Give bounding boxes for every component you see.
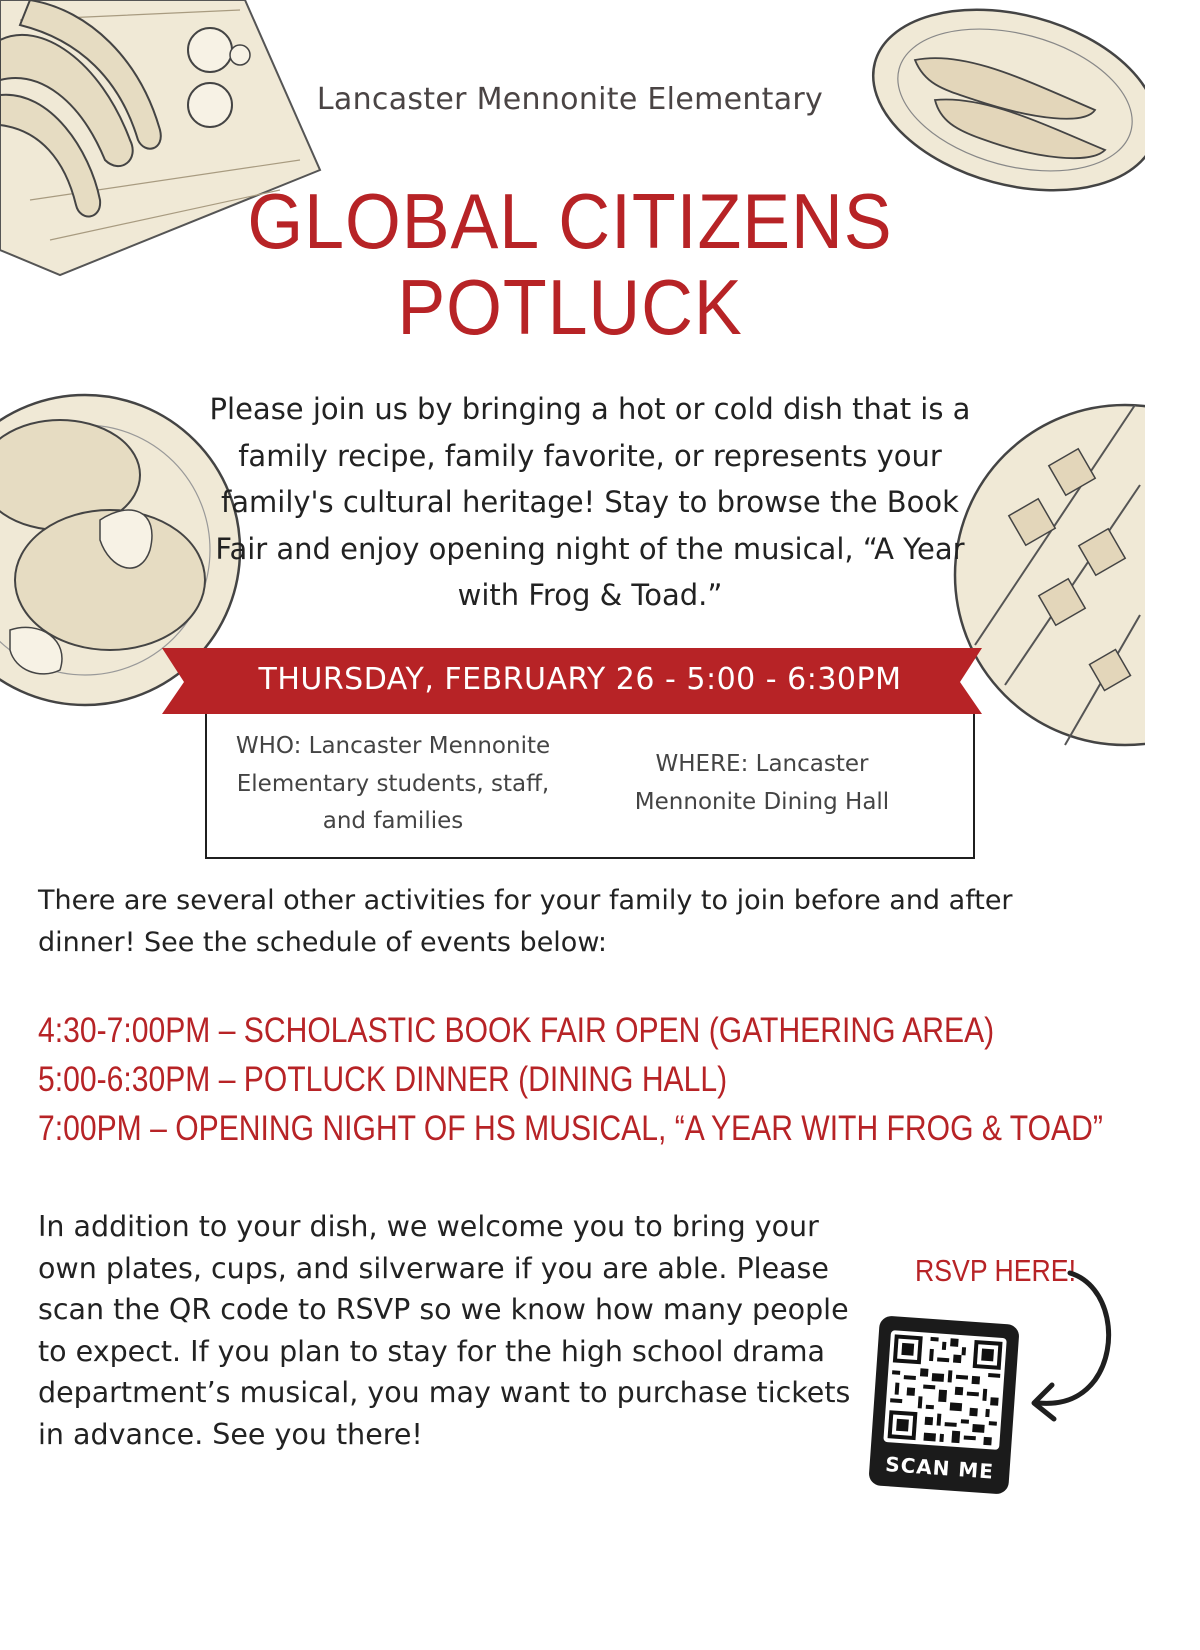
activities-intro: There are several other activities for your family to join before and after dinner! See the schedule of events below: [38,885,1013,958]
closing-paragraph: In addition to your dish, we welcome you to bring your own plates, cups, and silverware if you are able. Please scan the QR code to RSVP so we know how many people to expect. If you plan to stay for the high school drama department’s musical, you may want to purchase tickets in advance. See you there! [38,1210,851,1451]
page-title [46,178,1095,350]
where-text: WHERE: Lancaster Mennonite Dining Hall [634,751,890,815]
schedule-item-musical: 7:00PM – OPENING NIGHT OF HS MUSICAL, “A YEAR WITH FROG & TOAD” [38,1109,1103,1148]
curved-arrow-icon [1010,1265,1130,1435]
who-text: WHO: Lancaster Mennonite Elementary students, staff, and families [235,733,551,834]
intro-paragraph: Please join us by bringing a hot or cold dish that is a family recipe, family favorite, or represents your family's cultural heritage! Stay to browse the Book Fair and enjoy opening night of the musical, “A Year with Frog & Toad.” [209,392,971,612]
title-line-1: GLOBAL CITIZENS [247,177,893,265]
rsvp-label: RSVP HERE! [915,1253,1077,1288]
schedule-list [38,1006,1128,1153]
schedule-item-book-fair: 4:30-7:00PM – SCHOLASTIC BOOK FAIR OPEN (GATHERING AREA) [38,1011,995,1050]
scan-me-label: SCAN ME [884,1452,995,1484]
date-time: THURSDAY, FEBRUARY 26 - 5:00 - 6:30PM [258,662,902,697]
schedule-item-potluck: 5:00-6:30PM – POTLUCK DINNER (DINING HALL) [38,1060,728,1099]
qr-code-card[interactable] [868,1315,1020,1494]
title-line-2: POTLUCK [397,263,743,351]
qr-code-icon[interactable] [883,1330,1007,1450]
school-name: Lancaster Mennonite Elementary [316,82,824,117]
